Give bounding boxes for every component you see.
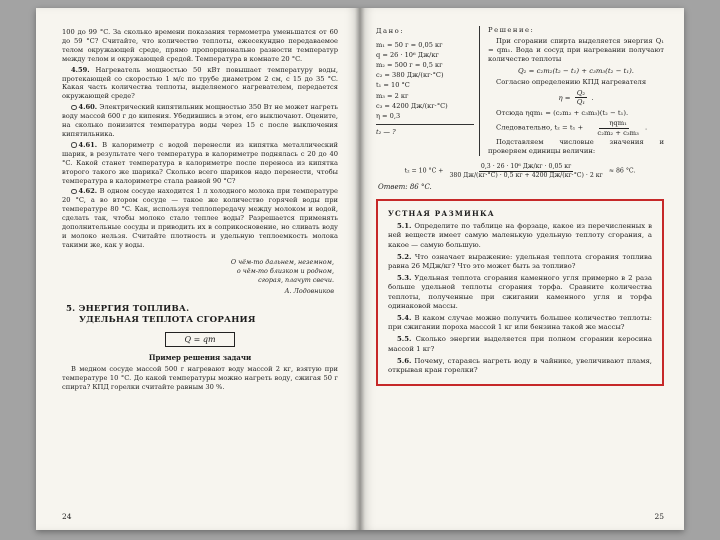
- given-find: t₂ — ?: [376, 124, 474, 137]
- problem-item: 4.59. Нагреватель мощностью 50 кВт повышает температуру воды, протекающей со скоростью 1 м/с по трубе диаметром 2 см, с 15 до 35 °C. Какая часть количества теплоты, выделяемого нагревателем, передается окружающей среде?: [62, 65, 338, 101]
- fraction: [447, 163, 604, 179]
- problem-item: 5.6. Почему, стараясь нагреть воду в чайнике, увеличивают пламя, открывая кран горелки?: [388, 356, 652, 374]
- problem-number: 5.3.: [397, 273, 412, 282]
- section-title-line1: 5. ЭНЕРГИЯ ТОПЛИВА.: [66, 303, 190, 314]
- warmup-title: УСТНАЯ РАЗМИНКА: [388, 208, 495, 218]
- task-marker-icon: [71, 105, 77, 111]
- final-equation: [376, 163, 664, 179]
- warmup-list: [388, 222, 652, 375]
- section-title: [66, 304, 338, 327]
- problem-number: 5.5.: [397, 335, 412, 344]
- problem-number: 5.1.: [397, 221, 412, 230]
- solution-formula: Q₂ = c₂m₂(t₂ − t₁) + c₃m₃(t₂ − t₁).: [518, 67, 634, 76]
- formula-end: .: [591, 93, 594, 102]
- problem-item: 4.61. В калориметр с водой перенесли из кипятка металлический шарик, в результате чего температура в калориметре поднялась с 20 до 40 °C. Какой станет температура в калориметре после переноса из кипятка второго такого же шарика? Сколько всего шариков надо перенести, чтобы температура в калориметре стала равной 90 °C?: [62, 140, 338, 185]
- problem-number: 5.4.: [397, 313, 412, 322]
- fraction-denominator: 380 Дж/(кг·°C) · 0,5 кг + 4200 Дж/(кг·°C) · 2 кг: [449, 171, 603, 179]
- example-text: В медном сосуде массой 500 г нагревают воду массой 2 кг, взятую при температуре 10 °C. До какой температуры можно нагреть воду, сжигая 50 г спирта? КПД горелки считайте равным 30 %.: [62, 364, 338, 391]
- solution-formula: [488, 89, 664, 107]
- section-title-line2: УДЕЛЬНАЯ ТЕПЛОТА СГОРАНИЯ: [79, 315, 256, 326]
- problem-item: 4.62. В одном сосуде находится 1 л холодного молока при температуре 20 °C, а во втором сосуде — такое же количество горячей воды при температуре 80 °C. Как, используя теплопередачу между молоком и водой, сделать так, чтобы молоко стало теплее воды? Разрешается применять дополнительные сосуды и приводить их в соприкосновение, но сливать воду и молоко нельзя. Считайте плотность и удельную теплоемкость молока такими же, как у воды.: [62, 187, 338, 249]
- formula-end: .: [645, 124, 648, 133]
- solution-paragraph: Отсюда ηqm₁ = (c₂m₂ + c₃m₃)(t₂ − t₁).: [496, 109, 629, 118]
- problem-number: 4.61.: [78, 140, 98, 149]
- given-item: m₁ = 50 г = 0,05 кг: [376, 40, 443, 49]
- solution-paragraph: Подставляем числовые значения и проверяем единицы величин:: [488, 137, 664, 155]
- given-list: [376, 40, 474, 122]
- left-page: [36, 8, 360, 530]
- fraction-numerator: ηqm₁: [599, 119, 629, 128]
- problem-number: 4.59.: [71, 65, 90, 74]
- given-item: c₂ = 380 Дж/(кг·°C): [376, 71, 444, 80]
- given-item: t₁ = 10 °C: [376, 81, 410, 90]
- warmup-box: [376, 199, 664, 386]
- equation-result: ≈ 86 °C.: [608, 167, 636, 175]
- answer-line: Ответ: 86 °C.: [378, 182, 432, 191]
- given-block: [376, 26, 480, 156]
- example-heading: Пример решения задачи: [148, 352, 252, 362]
- task-marker-icon: [71, 189, 77, 195]
- solution-heading: Решение:: [488, 26, 535, 34]
- solution-block: [480, 26, 664, 156]
- book-spread: [36, 8, 684, 530]
- worked-solution: [376, 26, 664, 156]
- problem-item: 4.60. Электрический кипятильник мощностью 350 Вт не может нагреть воду массой 600 г до кипения. Убедившись в этом, его выключают. Оцените, на сколько понизится температура воды через 15 с после выключения кипятильника.: [62, 103, 338, 138]
- fraction-denominator: Q₁: [576, 98, 586, 107]
- solution-paragraph: При сгорании спирта выделяется энергия Q₁ = qm₁. Вода и сосуд при нагревании получают количество теплоты: [488, 37, 664, 64]
- problem-number: 5.6.: [397, 356, 412, 365]
- epigraph: [62, 258, 334, 296]
- formula-text: Q = qm: [184, 334, 216, 344]
- right-page: [360, 8, 684, 530]
- page-number-right: 25: [654, 512, 664, 521]
- fraction-denominator: c₂m₂ + c₃m₃: [597, 128, 639, 137]
- formula-box: [165, 332, 234, 347]
- given-heading: Дано:: [376, 27, 404, 35]
- given-item: q = 26 · 10⁶ Дж/кг: [376, 50, 439, 59]
- problem-item: 5.1. Определите по таблице на форзаце, какое из перечисленных в ней веществ имеет самую маленькую удельную теплоту сгорания, а какое — самую большую.: [388, 221, 652, 249]
- problem-number: 5.2.: [397, 252, 412, 261]
- problem-item: 5.5. Сколько энергии выделяется при полном сгорании керосина массой 1 кг?: [388, 335, 652, 353]
- problems-list: [62, 66, 338, 250]
- epigraph-author: А. Лодовников: [284, 286, 334, 295]
- fraction-numerator: 0,3 · 26 · 10⁶ Дж/кг · 0,05 кг: [480, 163, 572, 171]
- page-number-left: 24: [62, 512, 72, 521]
- intro-paragraph: 100 до 99 °C. За сколько времени показания термометра уменьшатся от 60 до 59 °C? Считайте, что количество теплоты, ежесекундно передаваемое телом окружающей среде, прямо пропорционально разности температур между телом и окружающей средой. Температура в комнате 20 °C.: [62, 28, 338, 63]
- given-item: m₂ = 500 г = 0,5 кг: [376, 60, 443, 69]
- epigraph-line: о чём-то близком и родном,: [236, 266, 334, 275]
- fraction-numerator: Q₂: [576, 89, 586, 98]
- problem-item: 5.2. Что означает выражение: удельная теплота сгорания топлива равна 26 МДж/кг? Что это может быть за топливо?: [388, 252, 652, 271]
- formula-lhs: η =: [558, 93, 571, 102]
- problem-item: 5.3. Удельная теплота сгорания каменного угля примерно в 2 раза больше удельной теплоты сгорания торфа. Сравните количества теплоты, полученные при сжигании каменного угля и торфа одинаковой массы.: [388, 273, 652, 311]
- solution-paragraph: Согласно определению КПД нагревателя: [496, 77, 647, 86]
- problem-number: 4.60.: [78, 103, 98, 112]
- given-item: c₃ = 4200 Дж/(кг·°C): [376, 101, 448, 110]
- problem-item: 5.4. В каком случае можно получить большее количество теплоты: при сжигании пороха массой 1 кг или бензина такой же массы?: [388, 313, 652, 332]
- epigraph-lines: [62, 258, 334, 285]
- given-item: m₃ = 2 кг: [376, 91, 409, 100]
- problem-number: 4.62.: [78, 187, 98, 196]
- given-item: η = 0,3: [376, 112, 401, 121]
- solution-paragraph: [488, 119, 664, 136]
- fraction: [587, 119, 640, 136]
- formula-lhs: Следовательно, t₂ = t₁ +: [496, 124, 584, 133]
- epigraph-line: О чём-то дальнем, неземном,: [230, 257, 334, 266]
- fraction: [575, 89, 587, 107]
- equation-lhs: t₂ = 10 °C +: [404, 167, 444, 175]
- epigraph-line: сгорая, плачут свечи.: [258, 275, 334, 284]
- task-marker-icon: [71, 142, 77, 148]
